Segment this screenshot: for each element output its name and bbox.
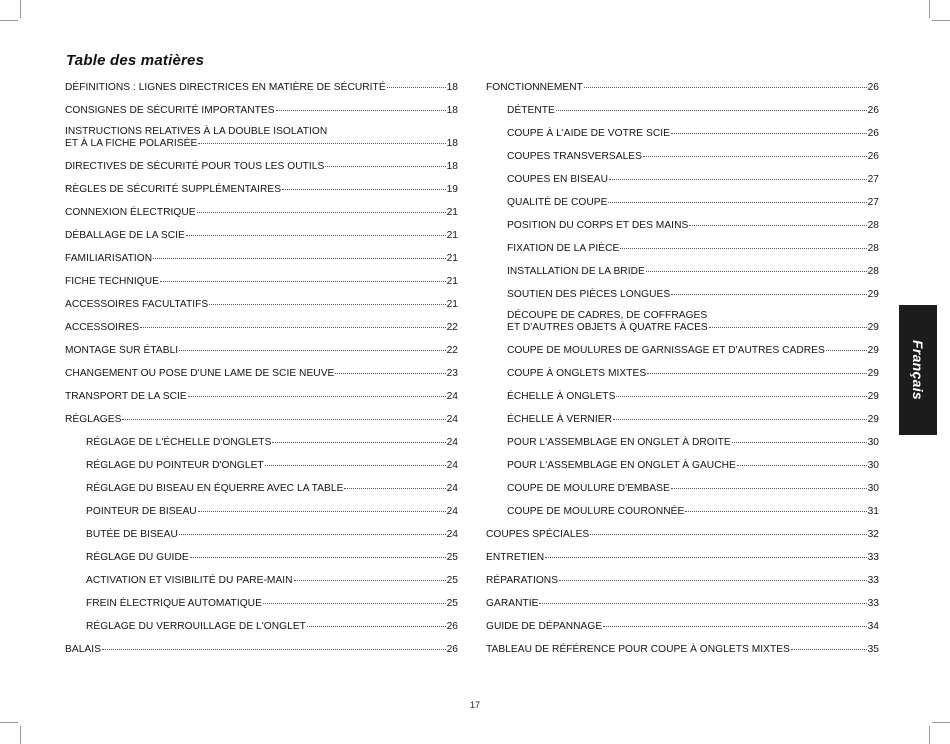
dot-leader [387,87,446,88]
toc-entry-label: COUPE DE MOULURES DE GARNISSAGE ET D'AUTRES CADRES [507,345,825,356]
page-title: Table des matières [66,52,205,69]
dot-leader [102,649,446,650]
toc-entry-label: CHANGEMENT OU POSE D'UNE LAME DE SCIE NEUVE [65,368,335,379]
toc-entry[interactable] [486,345,879,357]
toc-entry-page: 30 [867,437,879,448]
dot-leader [160,281,446,282]
toc-entry[interactable] [65,391,458,403]
crop-mark [932,20,950,21]
toc-entry-label: ACCESSOIRES FACULTATIFS [65,299,209,310]
toc-entry[interactable] [486,575,879,587]
toc-entry-label: COUPES SPÉCIALES [486,529,590,540]
dot-leader [647,373,866,374]
toc-entry-page: 24 [446,483,458,494]
toc-entry-label: ÉCHELLE À ONGLETS [507,391,616,402]
toc-entry[interactable] [486,105,879,117]
crop-mark [20,726,21,744]
toc-entry-page: 21 [446,207,458,218]
toc-entry[interactable] [486,82,879,94]
toc-entry[interactable] [486,266,879,278]
toc-entry-page: 29 [867,368,879,379]
crop-mark [929,0,930,18]
dot-leader [616,396,866,397]
toc-entry-page: 18 [446,161,458,172]
toc-entry-label: CONNEXION ÉLECTRIQUE [65,207,196,218]
toc-entry[interactable] [486,552,879,564]
toc-entry-label: RÉGLAGES [65,414,122,425]
toc-entry[interactable] [486,529,879,541]
toc-entry-page: 33 [867,598,879,609]
toc-entry[interactable] [486,460,879,472]
dot-leader [620,248,866,249]
toc-entry[interactable] [486,197,879,209]
toc-entry[interactable] [65,105,458,117]
toc-entry-page: 28 [867,220,879,231]
toc-entry[interactable] [486,644,879,656]
toc-entry-page: 24 [446,506,458,517]
toc-entry[interactable] [65,161,458,173]
toc-entry-label-line1: DÉCOUPE DE CADRES, DE COFFRAGES [507,310,708,321]
toc-entry-label: COUPE DE MOULURE COURONNÉE [507,506,685,517]
toc-entry-label: DÉBALLAGE DE LA SCIE [65,230,185,241]
dot-leader [732,442,867,443]
toc-entry[interactable] [486,483,879,495]
dot-leader [294,580,446,581]
toc-entry[interactable] [486,506,879,518]
toc-entry-page: 35 [867,644,879,655]
toc-entry-page: 24 [446,460,458,471]
toc-entry-page: 26 [446,644,458,655]
toc-entry-page: 27 [867,174,879,185]
toc-entry[interactable] [65,253,458,265]
toc-entry-page: 24 [446,391,458,402]
toc-entry-page: 25 [446,598,458,609]
dot-leader [188,396,446,397]
toc-entry-label: SOUTIEN DES PIÈCES LONGUES [507,289,671,300]
toc-entry-page: 26 [867,82,879,93]
toc-entry[interactable] [65,126,458,149]
toc-entry-label: RÉGLAGE DE L'ÉCHELLE D'ONGLETS [86,437,272,448]
toc-entry[interactable] [486,289,879,301]
toc-entry[interactable] [65,207,458,219]
dot-leader [198,511,446,512]
dot-leader [671,294,866,295]
toc-entry-label: POINTEUR DE BISEAU [86,506,197,517]
toc-entry-page: 28 [867,243,879,254]
dot-leader [609,179,867,180]
toc-entry-page: 24 [446,529,458,540]
crop-mark [932,722,950,723]
toc-entry-page: 21 [446,299,458,310]
toc-entry-label: FICHE TECHNIQUE [65,276,159,287]
toc-entry-page: 34 [867,621,879,632]
toc-entry-label: COUPE À ONGLETS MIXTES [507,368,647,379]
dot-leader [282,189,445,190]
toc-entry[interactable] [65,598,458,610]
dot-leader [590,534,866,535]
toc-entry-label: RÉGLAGE DU GUIDE [86,552,189,563]
dot-leader [685,511,866,512]
dot-leader [179,350,445,351]
toc-entry[interactable] [65,345,458,357]
toc-entry-label: DÉTENTE [507,105,555,116]
toc-entry[interactable] [65,529,458,541]
dot-leader [737,465,867,466]
dot-leader [559,580,867,581]
dot-leader [791,649,867,650]
toc-entry[interactable] [65,483,458,495]
toc-entry[interactable] [65,575,458,587]
toc-entry-label: COUPE À L'AIDE DE VOTRE SCIE [507,128,670,139]
toc-entry-page: 18 [446,82,458,93]
language-tab-label: Français [910,340,926,400]
toc-entry-label: DIRECTIVES DE SÉCURITÉ POUR TOUS LES OUTILS [65,161,325,172]
dot-leader [276,110,446,111]
dot-leader [140,327,445,328]
dot-leader [556,110,867,111]
toc-entry-label: GUIDE DE DÉPANNAGE [486,621,603,632]
toc-entry-page: 26 [867,151,879,162]
toc-entry[interactable] [486,310,879,333]
dot-leader [325,166,445,167]
toc-entry[interactable] [65,276,458,288]
toc-entry-label: RÈGLES DE SÉCURITÉ SUPPLÉMENTAIRES [65,184,282,195]
toc-entry-page: 22 [446,345,458,356]
toc-entry-page: 31 [867,506,879,517]
toc-entry-page: 29 [867,345,879,356]
dot-leader [344,488,445,489]
toc-entry-page: 29 [867,391,879,402]
dot-leader [643,156,867,157]
toc-entry-page: 19 [446,184,458,195]
dot-leader [307,626,446,627]
toc-entry-label: POSITION DU CORPS ET DES MAINS [507,220,689,231]
toc-entry-label: BALAIS [65,644,101,655]
toc-entry[interactable] [65,230,458,242]
toc-entry[interactable] [65,460,458,472]
dot-leader [826,350,867,351]
toc-entry-label: QUALITÉ DE COUPE [507,197,608,208]
toc-entry-label: ACTIVATION ET VISIBILITÉ DU PARE-MAIN [86,575,293,586]
dot-leader [671,488,867,489]
toc-entry-label: COUPES TRANSVERSALES [507,151,642,162]
toc-entry-label: DÉFINITIONS : LIGNES DIRECTRICES EN MATIÈRE DE SÉCURITÉ [65,82,386,93]
toc-entry[interactable] [65,644,458,656]
dot-leader [272,442,445,443]
toc-entry-label: CONSIGNES DE SÉCURITÉ IMPORTANTES [65,105,275,116]
toc-entry[interactable] [486,220,879,232]
toc-entry-page: 21 [446,253,458,264]
toc-entry-label: ENTRETIEN [486,552,545,563]
toc-entry-label: BUTÉE DE BISEAU [86,529,178,540]
toc-entry-page: 23 [446,368,458,379]
toc-entry-page: 26 [867,128,879,139]
dot-leader [689,225,866,226]
toc-entry-page: 29 [867,414,879,425]
toc-entry[interactable] [486,368,879,380]
toc-entry[interactable] [65,506,458,518]
toc-entry-label: COUPES EN BISEAU [507,174,609,185]
toc-entry[interactable] [486,621,879,633]
toc-entry-label: MONTAGE SUR ÉTABLI [65,345,179,356]
toc-entry-label: ET À LA FICHE POLARISÉE [65,137,198,149]
toc-entry-page: 21 [446,230,458,241]
toc-entry-label: FONCTIONNEMENT [486,82,583,93]
toc-entry[interactable] [486,243,879,255]
toc-entry-page: 25 [446,552,458,563]
toc-entry-page: 29 [867,321,879,333]
toc-entry-label: RÉGLAGE DU POINTEUR D'ONGLET [86,460,264,471]
crop-mark [0,722,18,723]
toc-entry-page: 30 [867,483,879,494]
toc-entry-label: COUPE DE MOULURE D'EMBASE [507,483,670,494]
toc-entry-page: 28 [867,266,879,277]
toc-entry-label: FREIN ÉLECTRIQUE AUTOMATIQUE [86,598,262,609]
toc-entry[interactable] [486,174,879,186]
dot-leader [608,202,866,203]
toc-entry[interactable] [486,151,879,163]
toc-entry-page: 24 [446,437,458,448]
toc-entry-page: 21 [446,276,458,287]
dot-leader [603,626,866,627]
toc-entry-label: TRANSPORT DE LA SCIE [65,391,187,402]
dot-leader [584,87,867,88]
dot-leader [198,143,445,144]
toc-entry-label: RÉGLAGE DU VERROUILLAGE DE L'ONGLET [86,621,306,632]
toc-entry-label: ACCESSOIRES [65,322,140,333]
toc-entry-page: 25 [446,575,458,586]
toc-entry[interactable] [65,299,458,311]
dot-leader [646,271,867,272]
toc-entry-label-line1: INSTRUCTIONS RELATIVES À LA DOUBLE ISOLATION [65,126,328,137]
toc-entry-page: 24 [446,414,458,425]
toc-entry-page: 30 [867,460,879,471]
toc-entry-label: ET D'AUTRES OBJETS À QUATRE FACES [507,321,708,333]
toc-entry-label: FIXATION DE LA PIÈCE [507,243,620,254]
dot-leader [197,212,446,213]
toc-entry-page: 22 [446,322,458,333]
toc-entry-page: 32 [867,529,879,540]
crop-mark [20,0,21,18]
dot-leader [539,603,866,604]
toc-entry-label: ÉCHELLE À VERNIER [507,414,613,425]
toc-entry-page: 33 [867,552,879,563]
dot-leader [153,258,445,259]
toc-entry[interactable] [486,414,879,426]
toc-entry-label: GARANTIE [486,598,539,609]
toc-entry[interactable] [65,184,458,196]
dot-leader [179,534,446,535]
toc-entry-label: TABLEAU DE RÉFÉRENCE POUR COUPE À ONGLETS MIXTES [486,644,790,655]
toc-entry-page: 26 [446,621,458,632]
dot-leader [122,419,445,420]
toc-entry-page: 33 [867,575,879,586]
toc-entry-label: RÉGLAGE DU BISEAU EN ÉQUERRE AVEC LA TABLE [86,483,344,494]
toc-entry[interactable] [65,621,458,633]
language-tab [899,305,937,435]
toc-entry[interactable] [65,414,458,426]
toc-entry-page: 18 [446,137,458,149]
dot-leader [671,133,867,134]
toc-entry[interactable] [65,437,458,449]
toc-entry[interactable] [486,437,879,449]
page-number: 17 [469,700,480,710]
toc-entry-page: 27 [867,197,879,208]
toc-entry-label: POUR L'ASSEMBLAGE EN ONGLET À GAUCHE [507,460,736,471]
dot-leader [335,373,445,374]
dot-leader [186,235,446,236]
toc-entry[interactable] [486,128,879,140]
toc-entry[interactable] [486,598,879,610]
dot-leader [613,419,867,420]
toc-entry-label: RÉPARATIONS [486,575,559,586]
toc-entry[interactable] [486,391,879,403]
dot-leader [265,465,446,466]
toc-entry[interactable] [65,82,458,94]
toc-entry-page: 26 [867,105,879,116]
toc-entry-page: 29 [867,289,879,300]
crop-mark [0,20,18,21]
toc-entry[interactable] [65,368,458,380]
dot-leader [209,304,445,305]
dot-leader [545,557,866,558]
crop-mark [929,726,930,744]
toc-entry-label: FAMILIARISATION [65,253,153,264]
dot-leader [190,557,446,558]
toc-entry[interactable] [65,322,458,334]
toc-entry-page: 18 [446,105,458,116]
toc-entry[interactable] [65,552,458,564]
toc-entry-label: INSTALLATION DE LA BRIDE [507,266,645,277]
dot-leader [709,327,867,328]
toc-entry-label: POUR L'ASSEMBLAGE EN ONGLET À DROITE [507,437,731,448]
dot-leader [263,603,446,604]
